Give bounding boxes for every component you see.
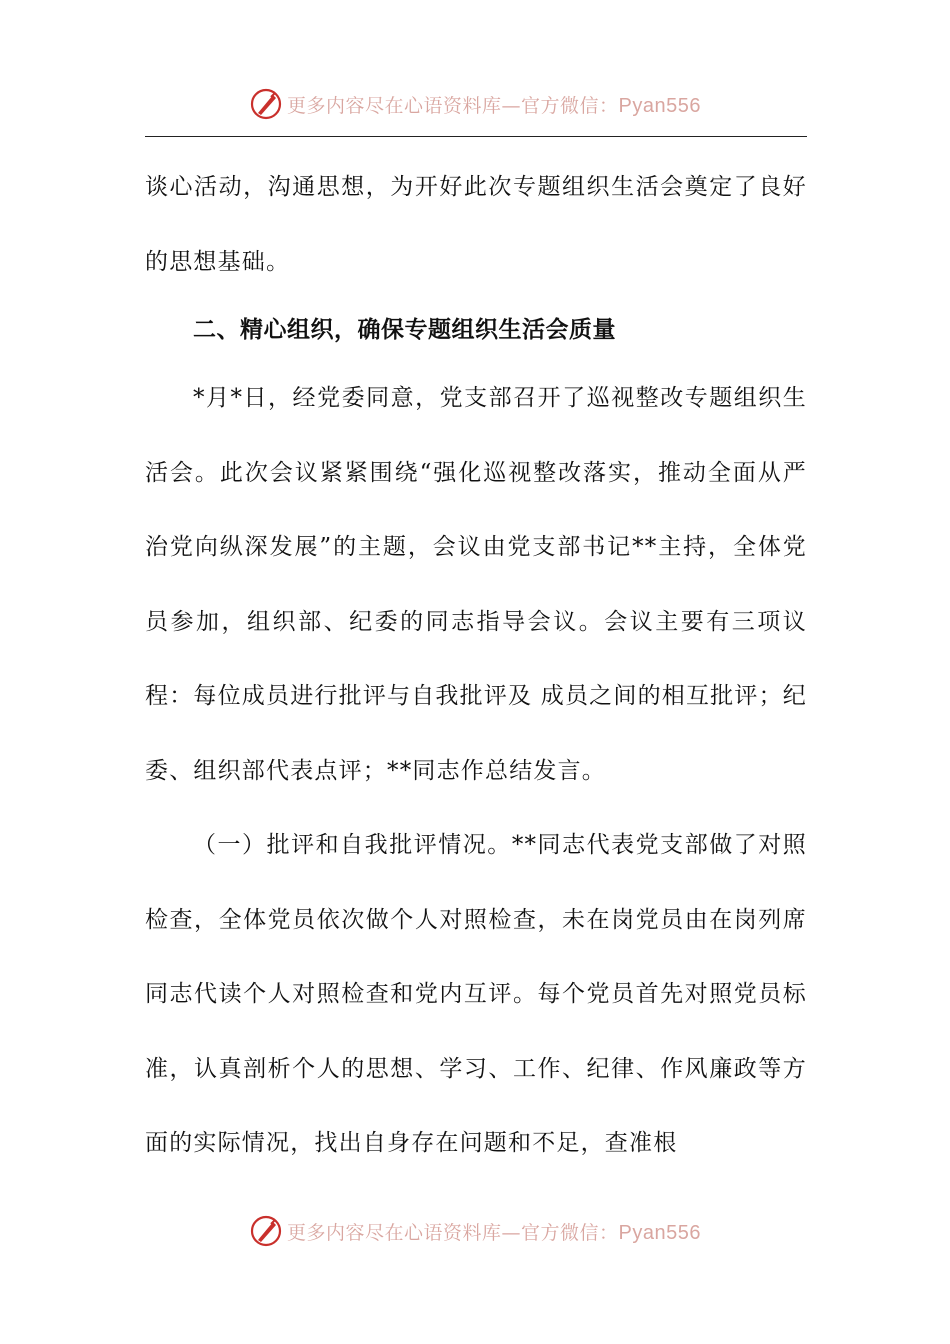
- footer-watermark-id: Pyan556: [618, 1221, 701, 1244]
- header-watermark: [0, 82, 950, 126]
- footer-watermark-cn: 更多内容尽在心语资料库—官方微信：: [287, 1221, 619, 1244]
- header-watermark-text: [287, 91, 701, 118]
- section-heading-2: 二、精心组织，确保专题组织生活会质量: [193, 317, 616, 343]
- header-watermark-id: Pyan556: [618, 94, 701, 117]
- paragraph-3: （一）批评和自我批评情况。**同志代表党支部做了对照检查，全体党员依次做个人对照检查，未在岗党员由在岗列席同志代读个人对照检查和党内互评。每个党员首先对照党员标准，认真剖析个人的思想、学习、工作、纪律、作风廉政等方面的实际情况，找出自身存在问题和不足，查准根: [145, 832, 807, 1156]
- paragraph-2: *月*日，经党委同意，党支部召开了巡视整改专题组织生活会。此次会议紧紧围绕“强化巡视整改落实，推动全面从严治党向纵深发展”的主题，会议由党支部书记**主持，全体党员参加，组织部、纪委的同志指导会议。会议主要有三项议程：每位成员进行批评与自我批评及 成员之间的相互批评；纪委、组织部代表点评；**同志作总结发言。: [145, 385, 807, 784]
- header-rule: [145, 136, 807, 137]
- header-watermark-cn: 更多内容尽在心语资料库—官方微信：: [287, 94, 619, 117]
- footer-watermark-text: [287, 1218, 701, 1245]
- quill-pen-logo-icon: [249, 87, 283, 121]
- paragraph-1: 谈心活动，沟通思想，为开好此次专题组织生活会奠定了良好的思想基础。: [145, 174, 807, 275]
- quill-pen-logo-icon: [249, 1214, 283, 1248]
- document-body: [145, 150, 807, 1181]
- footer-watermark: [0, 1209, 950, 1253]
